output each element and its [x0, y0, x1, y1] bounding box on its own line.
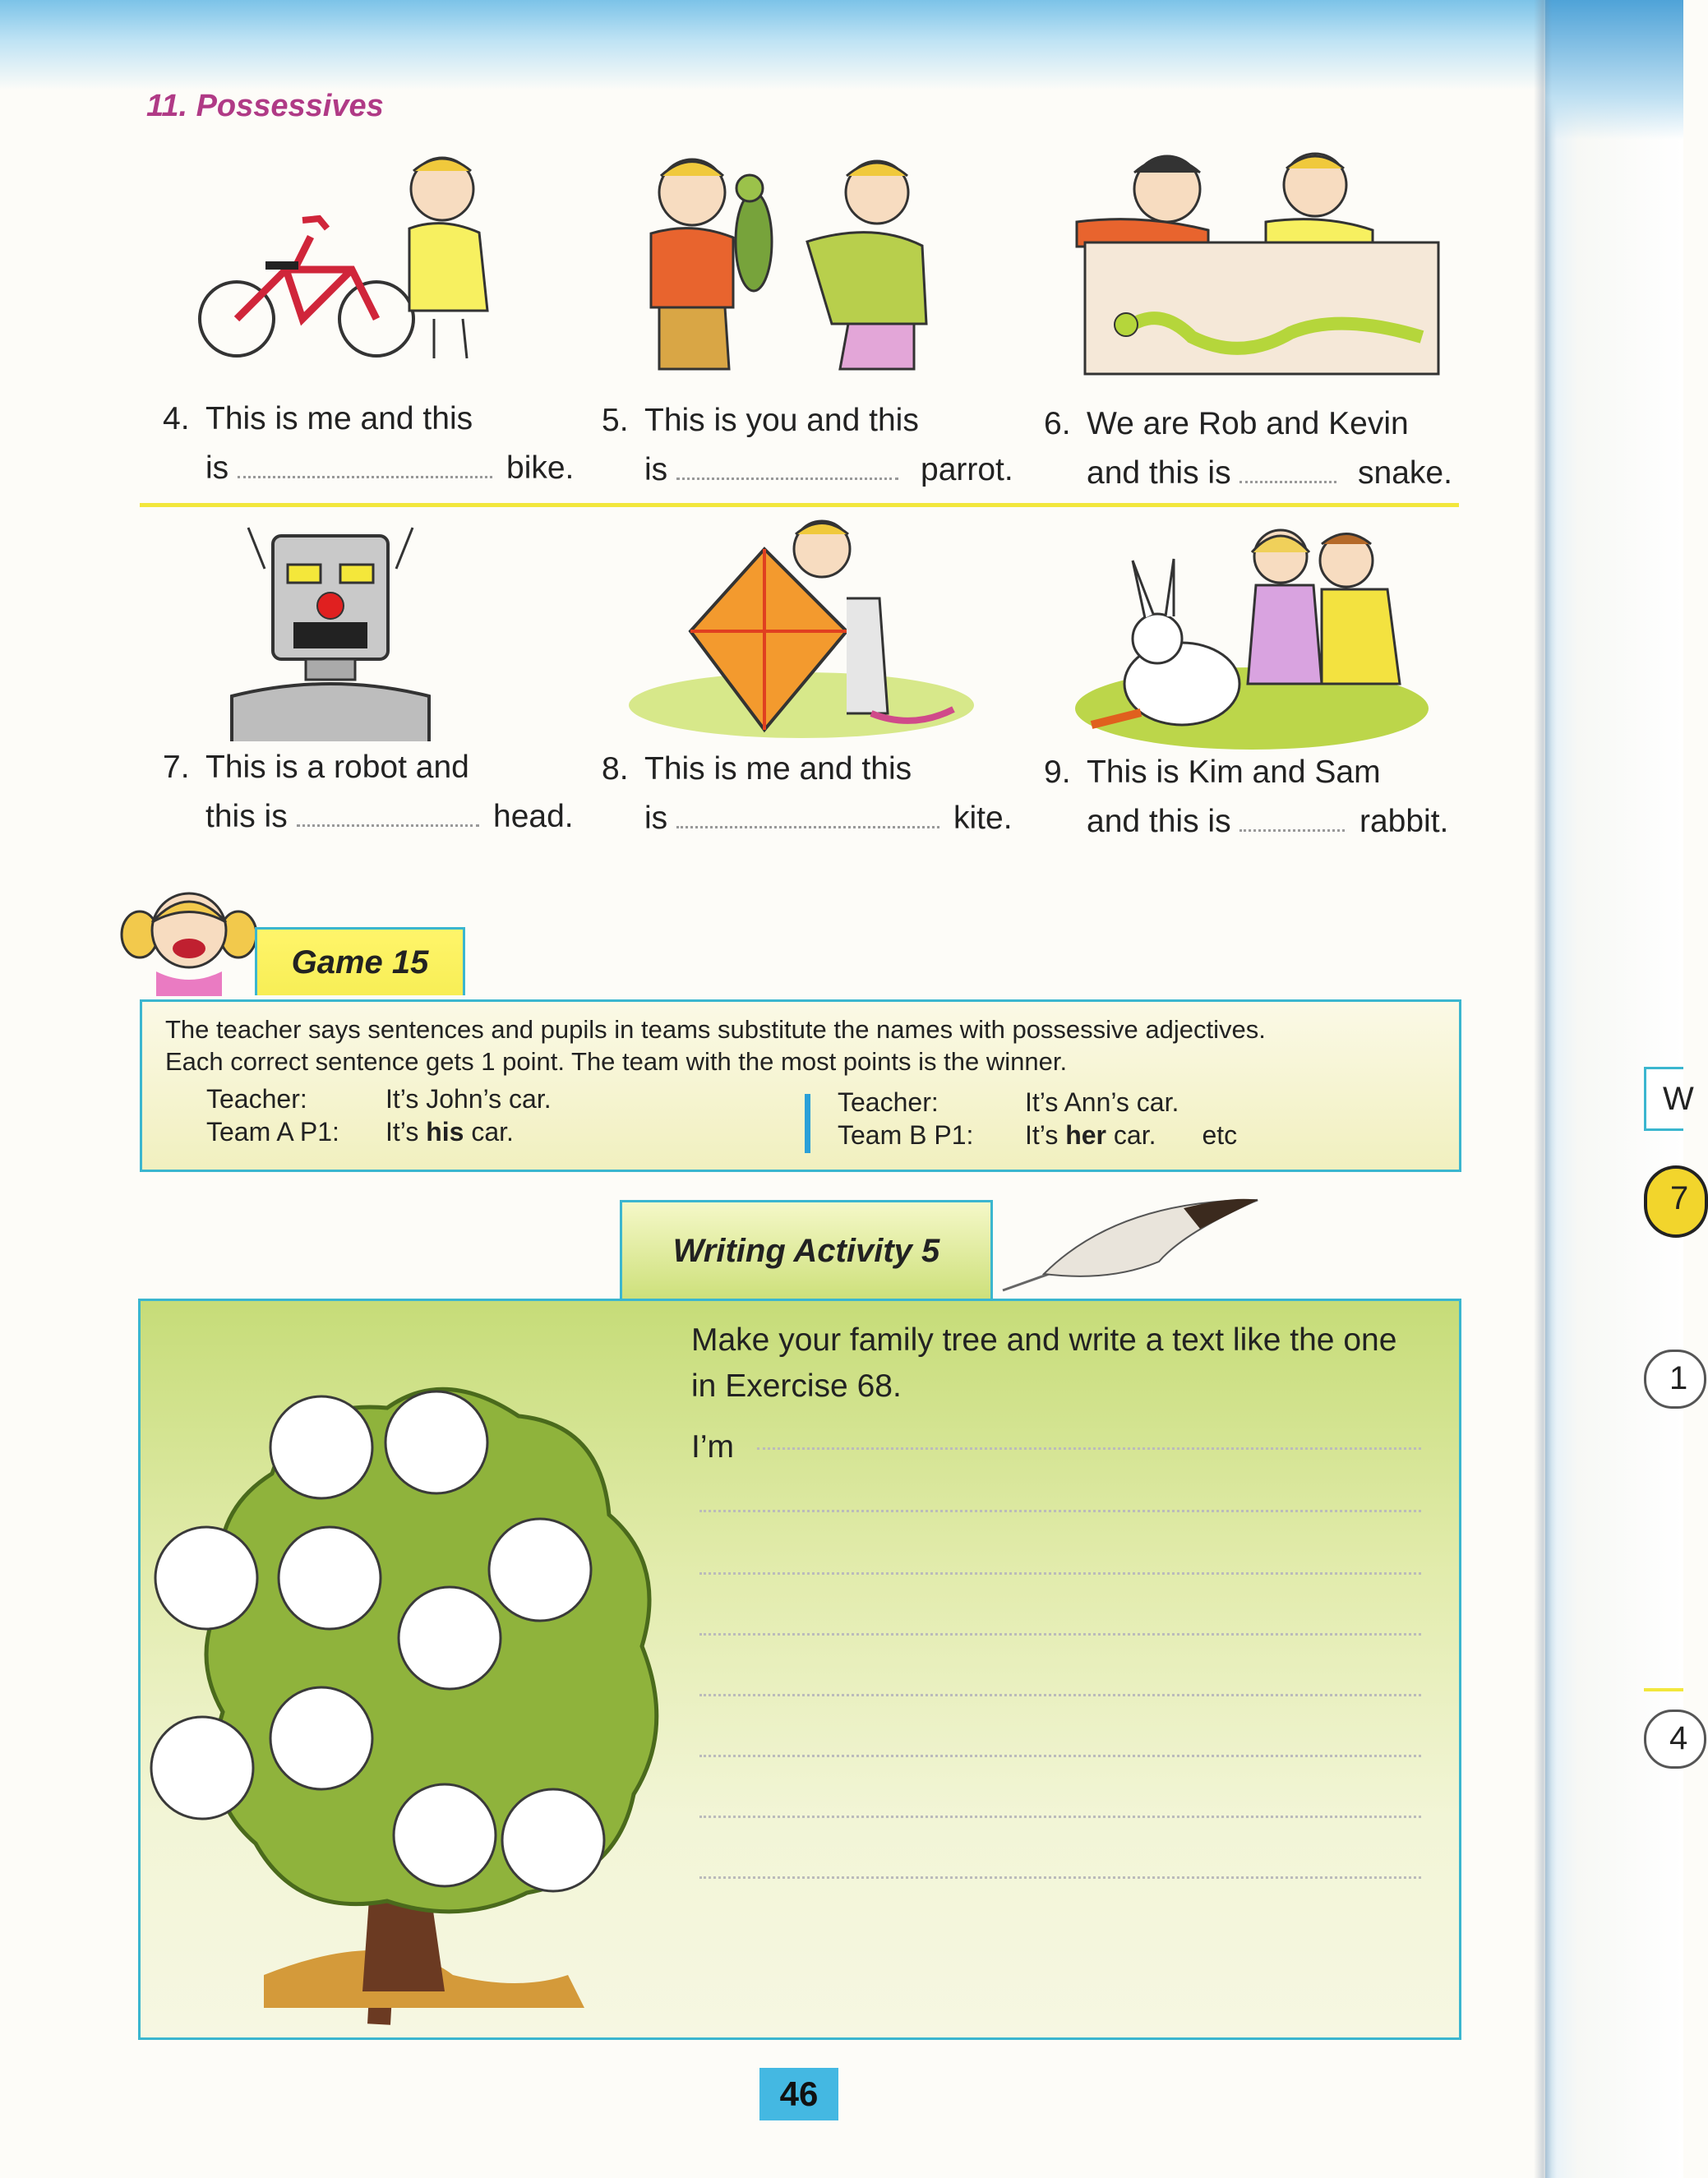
utterance: It’s Ann’s car. — [1025, 1087, 1179, 1117]
writing-line[interactable] — [699, 1572, 1421, 1575]
page-number: 46 — [759, 2068, 838, 2120]
exercise-number: 4. — [163, 401, 190, 436]
utterance: It’s — [385, 1117, 427, 1147]
exercise-text: is — [644, 801, 668, 836]
exercise-9 — [1044, 748, 1471, 855]
kids-with-rabbit-illustration — [1075, 519, 1429, 750]
exercise-text: This is Kim and Sam — [1087, 754, 1381, 790]
book-spine-shadow — [1534, 0, 1552, 2178]
exercise-7 — [163, 743, 590, 850]
exercise-end-word: rabbit. — [1359, 804, 1449, 839]
answer-blank[interactable] — [238, 448, 492, 478]
adjacent-page-rule — [1644, 1688, 1683, 1691]
utterance: car. — [1106, 1120, 1156, 1150]
exercise-text: This is me and this — [205, 401, 473, 436]
speaker: Team A P1: — [206, 1117, 339, 1147]
possessive-word: his — [426, 1117, 464, 1147]
writing-activity-box — [138, 1299, 1461, 2040]
exercise-number: 5. — [602, 403, 629, 438]
boys-with-parrot-illustration — [643, 143, 955, 373]
etc-text: etc — [1202, 1120, 1238, 1150]
speaker: Teacher: — [206, 1084, 307, 1114]
writing-line[interactable] — [699, 1816, 1421, 1818]
exercise-number: 7. — [163, 750, 190, 785]
answer-blank[interactable] — [676, 450, 898, 480]
girl-mascot-illustration — [123, 873, 255, 996]
boy-with-bike-illustration — [187, 146, 516, 360]
speaker: Team B P1: — [838, 1120, 974, 1150]
exercise-end-word: head. — [493, 799, 574, 834]
adjacent-page-circle — [1644, 1710, 1706, 1769]
answer-blank[interactable] — [676, 798, 939, 828]
game-box — [140, 999, 1461, 1172]
utterance: It’s — [1025, 1120, 1066, 1150]
writing-line[interactable] — [699, 1876, 1421, 1879]
dialogue-right — [838, 1086, 1446, 1151]
utterance: car. — [464, 1117, 514, 1147]
writing-prompt: Make your family tree and write a text like the one in Exercise 68. — [691, 1322, 1397, 1404]
exercise-end-word: parrot. — [921, 452, 1013, 487]
answer-blank[interactable] — [297, 796, 479, 827]
game-instructions — [165, 1013, 1266, 1077]
divider-line — [140, 503, 1459, 507]
exercise-4 — [163, 395, 590, 501]
adjacent-page-circle — [1644, 1350, 1706, 1409]
exercise-text: This is a robot and — [205, 750, 469, 785]
feather-quill-icon — [995, 1184, 1266, 1299]
writing-line[interactable] — [757, 1447, 1421, 1450]
writing-start-text: I’m — [691, 1429, 734, 1465]
exercise-number: 9. — [1044, 754, 1071, 790]
section-title: 11. Possessives — [146, 89, 384, 123]
exercise-number: 8. — [602, 751, 629, 787]
exercise-number: 6. — [1044, 406, 1071, 441]
adjacent-page-number: 4 — [1669, 1720, 1688, 1756]
answer-blank[interactable] — [1239, 801, 1345, 832]
exercise-8 — [602, 745, 1029, 851]
exercise-text: This is you and this — [644, 403, 919, 438]
vertical-divider — [805, 1094, 810, 1153]
instruction-line: Each correct sentence gets 1 point. The team with the most points is the winner. — [165, 1047, 1068, 1076]
boys-with-snake-illustration — [1077, 140, 1447, 378]
adjacent-page-number: 1 — [1669, 1360, 1688, 1396]
adjacent-page-letter: W — [1663, 1081, 1694, 1117]
exercise-text: We are Rob and Kevin — [1087, 406, 1409, 441]
possessive-word: her — [1065, 1120, 1106, 1150]
writing-line[interactable] — [699, 1510, 1421, 1512]
adjacent-page-number: 7 — [1670, 1180, 1689, 1216]
writing-line[interactable] — [699, 1633, 1421, 1636]
dialogue-left — [206, 1082, 634, 1148]
exercise-text: this is — [205, 799, 288, 834]
exercise-text: is — [205, 450, 229, 486]
writing-line[interactable] — [699, 1755, 1421, 1757]
adjacent-page-badge — [1644, 1165, 1708, 1238]
exercise-text: This is me and this — [644, 751, 912, 787]
exercise-end-word: kite. — [953, 801, 1013, 836]
answer-blank[interactable] — [1239, 453, 1336, 483]
top-color-band — [0, 0, 1553, 90]
instruction-line: The teacher says sentences and pupils in teams substitute the names with possessive adjectives. — [165, 1015, 1266, 1044]
utterance: It’s John’s car. — [385, 1084, 552, 1114]
writing-line[interactable] — [699, 1694, 1421, 1696]
writing-activity-tab: Writing Activity 5 — [620, 1200, 993, 1299]
exercise-text: is — [644, 452, 668, 487]
adjacent-page-band — [1545, 0, 1683, 140]
boy-with-kite-illustration — [625, 516, 978, 746]
robot-illustration — [215, 519, 445, 741]
exercise-end-word: snake. — [1358, 455, 1452, 491]
speaker: Teacher: — [838, 1087, 939, 1117]
exercise-6 — [1044, 399, 1471, 506]
exercise-text: and this is — [1087, 455, 1231, 491]
exercise-text: and this is — [1087, 804, 1231, 839]
exercise-end-word: bike. — [506, 450, 575, 486]
family-tree-illustration — [173, 1350, 699, 2024]
exercise-5 — [602, 396, 1029, 503]
adjacent-page-box — [1644, 1067, 1694, 1131]
game-tab: Game 15 — [255, 927, 465, 995]
